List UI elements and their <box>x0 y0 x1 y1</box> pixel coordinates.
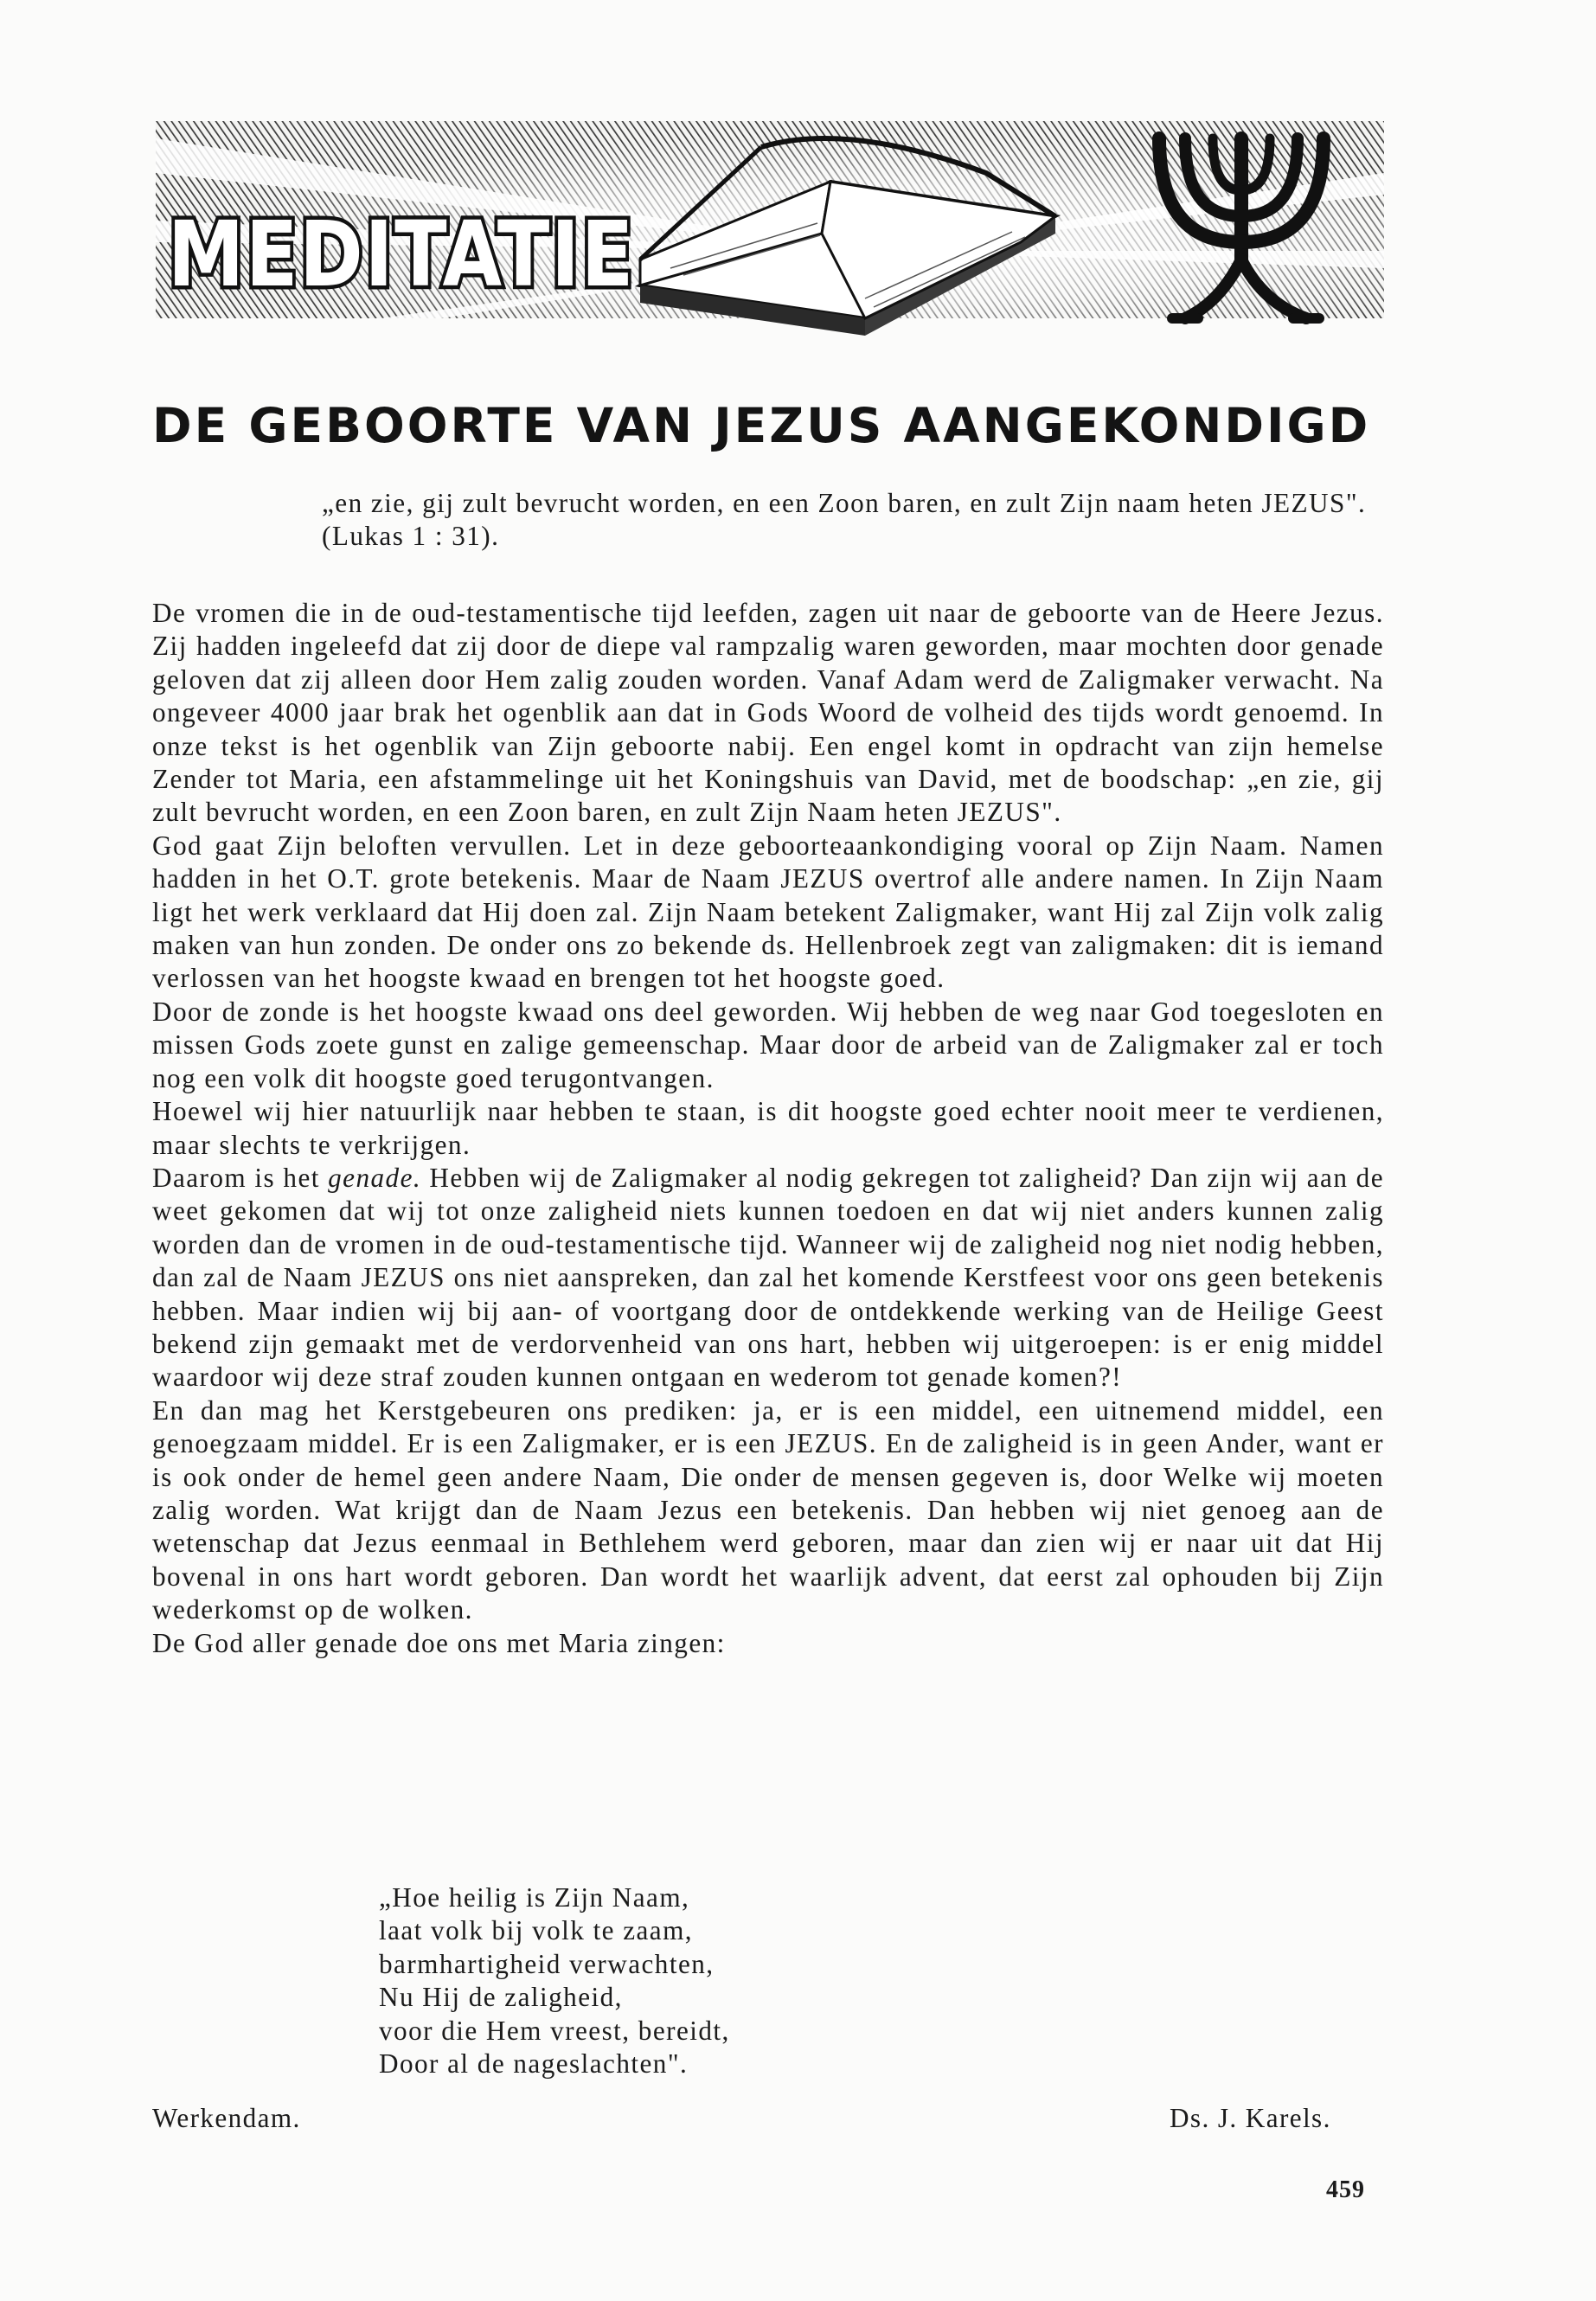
paragraph-5-emphasis: genade. <box>328 1162 422 1193</box>
scripture-quote-text: „en zie, gij zult bevrucht worden, en een Zoon baren, en zult Zijn naam heten JEZUS". (Lukas 1 : 31). <box>322 488 1367 552</box>
poem-line: „Hoe heilig is Zijn Naam, <box>379 1882 690 1913</box>
banner-label: MEDITATIE <box>168 202 635 307</box>
poem-stanza <box>379 1881 730 2080</box>
paragraph-4: Hoewel wij hier natuurlijk naar hebben te staan, is dit hoogste goed echter nooit meer te verdienen, maar slechts te verkrijgen. <box>152 1096 1384 1160</box>
page-number: 459 <box>1326 2176 1365 2203</box>
meditatie-banner <box>156 121 1384 363</box>
poem-line: barmhartigheid verwachten, <box>379 1948 715 1979</box>
paragraph-3: Door de zonde is het hoogste kwaad ons deel geworden. Wij hebben de weg naar God toegesloten en missen Gods zoete gunst en zalige gemeenschap. Maar door de arbeid van de Zaligmaker zal er toch nog een volk dit hoogste goed terugontvangen. <box>152 996 1384 1093</box>
place-name: Werkendam. <box>152 2103 301 2133</box>
paragraph-1: De vromen die in de oud-testamentische tijd leefden, zagen uit naar de geboorte van de Heere Jezus. Zij hadden ingeleefd dat zij door de diepe val rampzalig waren geworden, maar mochten door genade geloven dat zij alleen door Hem zalig zouden worden. Vanaf Adam werd de Zaligmaker verwacht. Na ongeveer 4000 jaar brak het ogenblik aan dat in Gods Woord de volheid des tijds wordt genoemd. In onze tekst is het ogenblik van Zijn geboorte nabij. Een engel komt in opdracht van zijn hemelse Zender tot Maria, een afstammelinge uit het Koningshuis van David, met de boodschap: „en zie, gij zult bevrucht worden, en een Zoon baren, en zult Zijn Naam heten JEZUS". <box>152 598 1384 828</box>
poem-line: laat volk bij volk te zaam, <box>379 1915 694 1946</box>
poem-line: voor die Hem vreest, bereidt, <box>379 2015 730 2046</box>
poem-line: Nu Hij de zaligheid, <box>379 1982 623 2013</box>
article-title: DE GEBOORTE VAN JEZUS AANGEKONDIGD <box>152 398 1371 453</box>
banner-illustration <box>156 121 1384 363</box>
scripture-quote <box>322 487 1382 554</box>
paragraph-6: En dan mag het Kerstgebeuren ons prediken: ja, er is een middel, een uitnemend middel, een genoegzaam middel. Er is een Zaligmaker, er is een JEZUS. En de zaligheid is in geen Ander, want er is ook onder de hemel geen andere Naam, Die onder de mensen gegeven is, door Welke wij moeten zalig worden. Wat krijgt dan de Naam Jezus een betekenis. Dan hebben wij niet genoeg aan de wetenschap dat Jezus eenmaal in Bethlehem werd geboren, maar dan zien wij er naar uit dat Hij bovenal in ons hart wordt geboren. Dan wordt het waarlijk advent, dat eerst zal ophouden bij Zijn wederkomst op de wolken. <box>152 1394 1384 1625</box>
paragraph-2: God gaat Zijn beloften vervullen. Let in deze geboorteaankondiging vooral op Zijn Naam. Namen hadden in het O.T. grote betekenis. Maar de Naam JEZUS overtrof alle andere namen. In Zijn Naam ligt het werk verklaard dat Hij doen zal. Zijn Naam betekent Zaligmaker, want Hij zal Zijn volk zalig maken van hun zonden. De onder ons zo bekende ds. Hellenbroek zegt van zaligmaken: dit is iemand verlossen van het hoogste kwaad en brengen tot het hoogste goed. <box>152 830 1384 994</box>
author-name: Ds. J. Karels. <box>1170 2103 1331 2133</box>
paragraph-7: De God aller genade doe ons met Maria zingen: <box>152 1627 726 1658</box>
paragraph-5 <box>152 1162 1384 1394</box>
article-body <box>152 597 1384 1660</box>
paragraph-5-start: Daarom is het <box>152 1162 329 1193</box>
poem-line: Door al de nageslachten". <box>379 2048 689 2080</box>
paragraph-5-rest: Hebben wij de Zaligmaker al nodig gekregen tot zaligheid? Dan zijn wij aan de weet gekomen dat wij tot onze zaligheid niets kunnen toedoen en dat wij niet anders kunnen zalig worden dan de vromen in de oud-testamentische tijd. Wanneer wij de zaligheid nog niet nodig hebben, dan zal de Naam JEZUS ons niet aanspreken, dan zal het komende Kerstfeest voor ons geen betekenis hebben. Maar indien wij bij aan- of voortgang door de ontdekkende werking van de Heilige Geest bekend zijn gemaakt met de verdorvenheid van ons hart, hebben wij uitgeroepen: is er enig middel waardoor wij deze straf zouden kunnen ontgaan en wederom tot genade komen?! <box>152 1162 1384 1393</box>
